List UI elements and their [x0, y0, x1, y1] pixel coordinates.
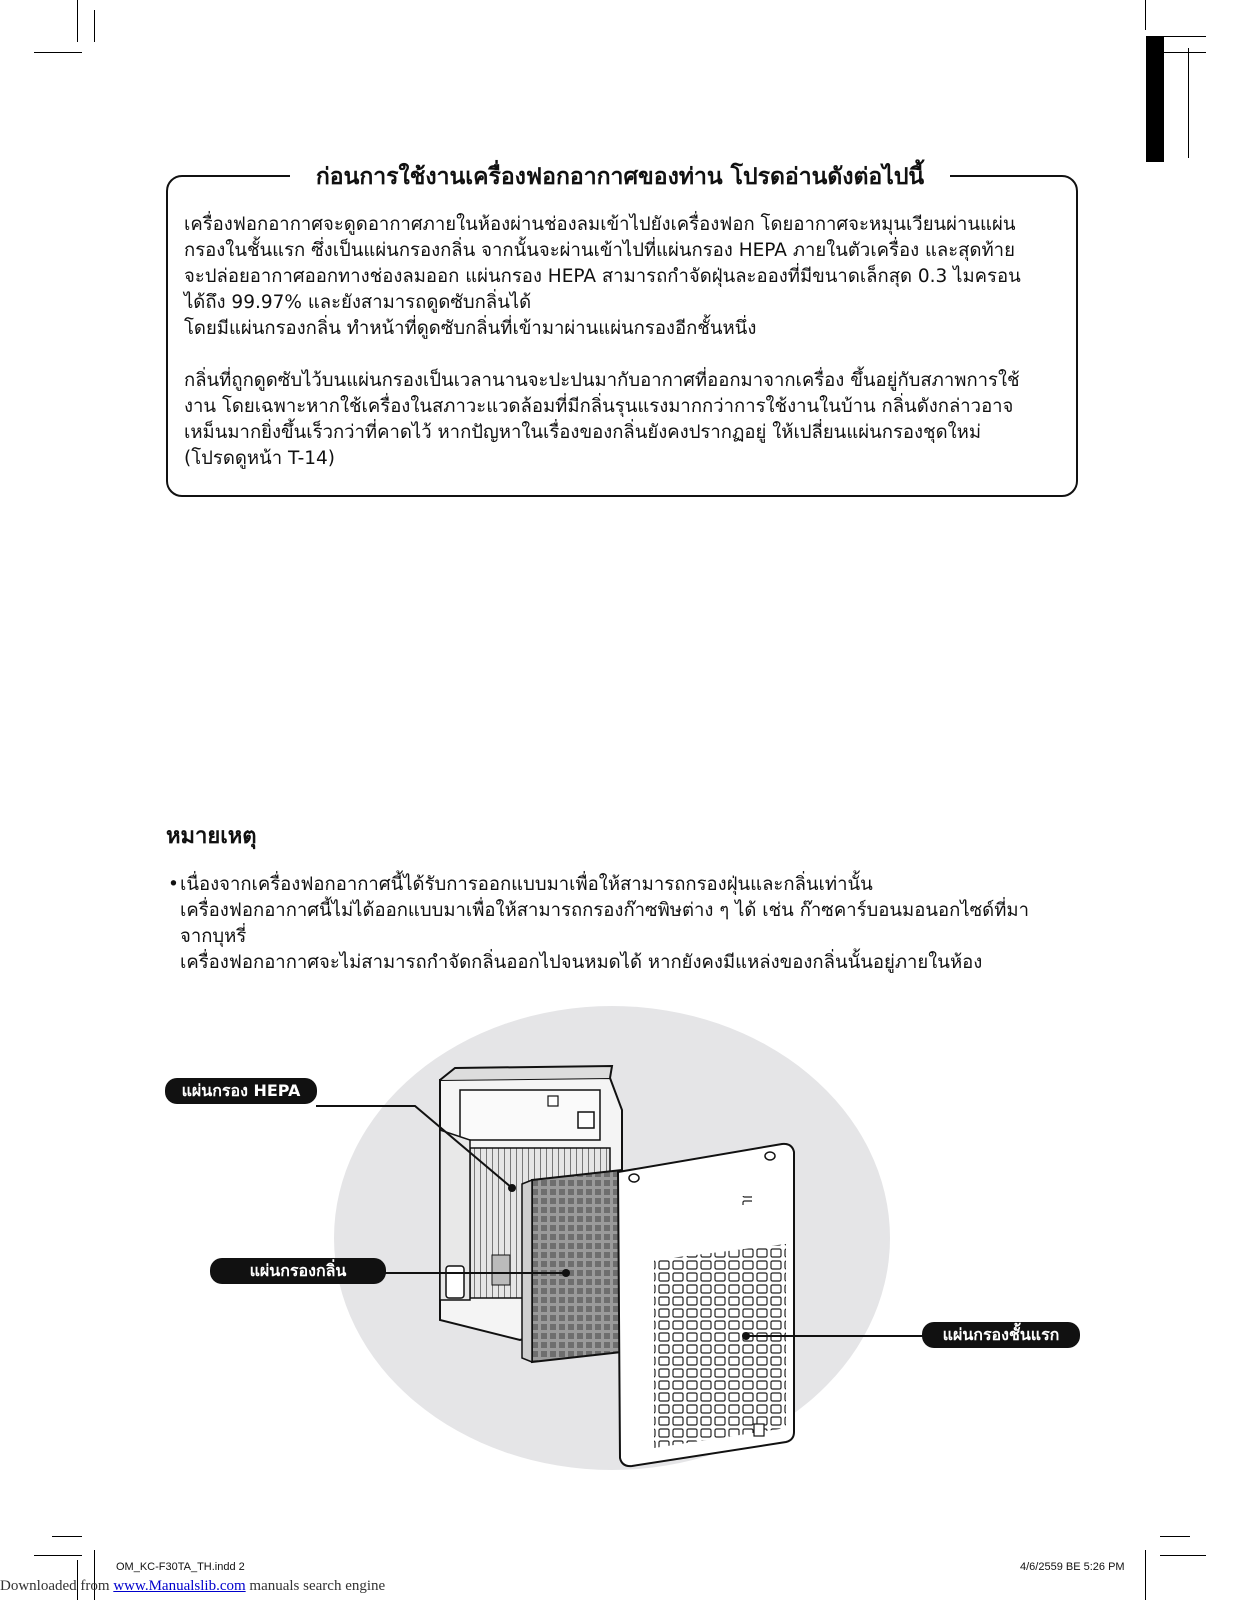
text-line: จะปล่อยอากาศออกทางช่องลมออก แผ่นกรอง HEPA สามารถกำจัดฝุ่นละอองที่มีขนาดเล็กสุด 0.3 ไมครอน	[184, 266, 1021, 287]
crop-mark	[1160, 1536, 1190, 1537]
text-line: กลิ่นที่ถูกดูดซับไว้บนแผ่นกรองเป็นเวลานานจะปะปนมากับอากาศที่ออกมาจากเครื่อง ขึ้นอยู่กับสภาพการใช้	[184, 370, 1020, 391]
crop-mark	[1145, 0, 1146, 30]
note-line: เครื่องฟอกอากาศนี้ไม่ได้ออกแบบมาเพื่อให้สามารถกรองก๊าซพิษต่าง ๆ ได้ เช่น ก๊าซคาร์บอนมอนอกไซด์ที่มา	[180, 900, 1029, 921]
odor-filter-label: แผ่นกรองกลิ่น	[210, 1258, 386, 1284]
crop-mark	[1160, 1555, 1206, 1556]
note-line: จากบุหรี่	[180, 926, 247, 947]
manualslib-link[interactable]: www.Manualslib.com	[113, 1578, 246, 1594]
text-line: (โปรดดูหน้า T-14)	[184, 448, 336, 469]
print-timestamp: 4/6/2559 BE 5:26 PM	[1020, 1561, 1125, 1573]
crop-mark	[1160, 52, 1206, 53]
crop-mark	[77, 0, 78, 42]
crop-mark	[34, 52, 82, 53]
note-list	[168, 872, 1068, 976]
pre-filter-pointer-dot	[742, 1332, 750, 1340]
crop-mark	[52, 1536, 82, 1537]
text-line: ได้ถึง 99.97% และยังสามารถดูดซับกลิ่นได้	[184, 292, 532, 313]
text-line: เครื่องฟอกอากาศจะดูดอากาศภายในห้องผ่านช่องลมเข้าไปยังเครื่องฟอก โดยอากาศจะหมุนเวียนผ่านแผ่น	[184, 214, 1016, 235]
crop-mark	[1145, 1550, 1146, 1600]
download-banner	[0, 1578, 385, 1595]
pre-filter-panel	[618, 1144, 794, 1466]
notice-title: ก่อนการใช้งานเครื่องฟอกอากาศของท่าน โปรดอ่านดังต่อไปนี้	[290, 158, 950, 196]
crop-mark	[1160, 36, 1206, 37]
air-purifier-filter-illustration	[0, 990, 1237, 1490]
bullet: •	[168, 874, 179, 895]
note-line: เครื่องฟอกอากาศจะไม่สามารถกำจัดกลิ่นออกไปจนหมดได้ หากยังคงมีแหล่งของกลิ่นนั้นอยู่ภายในห้อง	[180, 952, 983, 973]
pre-filter-label: แผ่นกรองชั้นแรก	[922, 1322, 1080, 1348]
notice-paragraph-1	[184, 212, 1064, 342]
text-line: เหม็นมากยิ่งขึ้นเร็วกว่าที่คาดไว้ หากปัญหาในเรื่องของกลิ่นยังคงปรากฏอยู่ ให้เปลี่ยนแผ่นกรองชุดใหม่	[184, 422, 982, 443]
section-tab-marker	[1146, 36, 1164, 162]
crop-mark	[34, 1555, 82, 1556]
indd-file-info: OM_KC-F30TA_TH.indd 2	[116, 1561, 245, 1573]
note-heading: หมายเหตุ	[166, 824, 257, 849]
text-line: กรองในชั้นแรก ซึ่งเป็นแผ่นกรองกลิ่น จากนั้นจะผ่านเข้าไปที่แผ่นกรอง HEPA ภายในตัวเครื่อง และสุดท้าย	[184, 240, 1015, 261]
odor-filter	[522, 1170, 622, 1362]
crop-mark	[94, 10, 95, 42]
download-suffix: manuals search engine	[245, 1578, 386, 1594]
text-line: โดยมีแผ่นกรองกลิ่น ทำหน้าที่ดูดซับกลิ่นที่เข้ามาผ่านแผ่นกรองอีกชั้นหนึ่ง	[184, 318, 757, 339]
hepa-filter-label: แผ่นกรอง HEPA	[165, 1078, 317, 1104]
note-line: เนื่องจากเครื่องฟอกอากาศนี้ได้รับการออกแบบมาเพื่อให้สามารถกรองฝุ่นและกลิ่นเท่านั้น	[180, 874, 873, 895]
crop-mark	[1188, 48, 1189, 158]
download-prefix: Downloaded from	[0, 1578, 114, 1594]
notice-paragraph-2	[184, 368, 1064, 472]
hepa-pointer-dot	[508, 1184, 516, 1192]
odor-pointer-dot	[562, 1269, 570, 1277]
text-line: งาน โดยเฉพาะหากใช้เครื่องในสภาวะแวดล้อมที่มีกลิ่นรุนแรงมากกว่าการใช้งานในบ้าน กลิ่นดังกล่าวอาจ	[184, 396, 1014, 417]
